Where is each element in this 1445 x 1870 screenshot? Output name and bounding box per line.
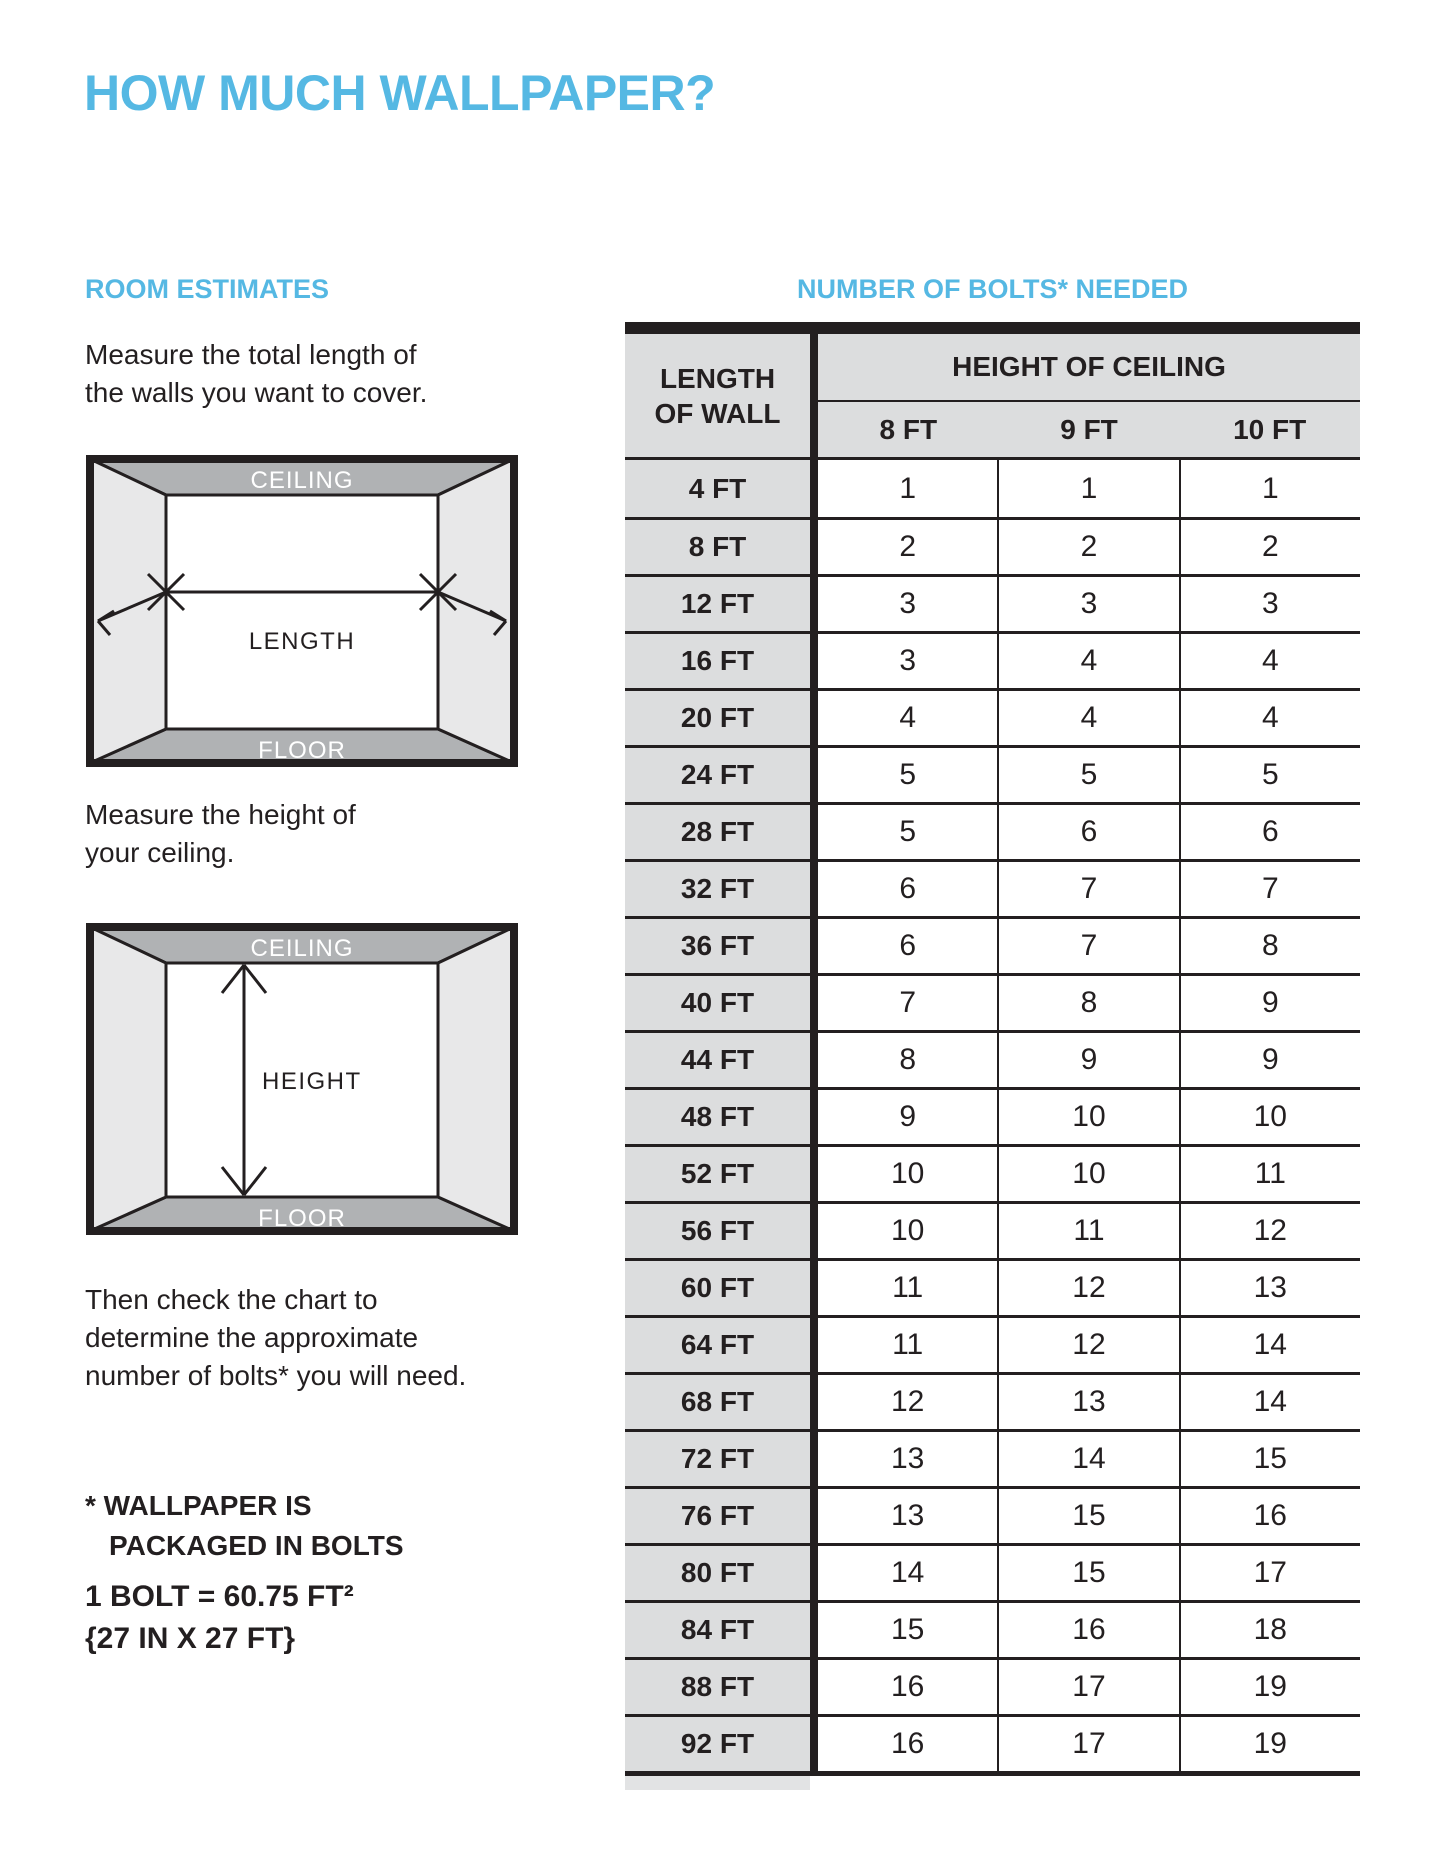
bolt-count-cell: 15 [997,1489,1178,1543]
bolt-count-cell: 9 [1179,1033,1360,1087]
bolt-count-cell: 10 [997,1090,1178,1144]
bolt-count-cell: 16 [818,1660,997,1714]
bolt-count-cell: 6 [997,805,1178,859]
table-header [625,334,1360,460]
wall-length-cell: 4 FT [625,460,810,517]
column-divider [810,634,818,688]
table-row [625,1714,1360,1771]
table-row [625,1372,1360,1429]
column-divider [810,1147,818,1201]
bolt-count-cell: 1 [997,460,1178,517]
table-row [625,745,1360,802]
floor-label: FLOOR [258,737,346,764]
table-row [625,973,1360,1030]
bolt-count-cell: 2 [1179,520,1360,574]
bolt-count-cell: 8 [818,1033,997,1087]
bolt-count-cell: 8 [997,976,1178,1030]
wall-length-cell: 8 FT [625,520,810,574]
bolt-dimensions: {27 IN X 27 FT} [85,1622,296,1655]
wall-length-cell: 44 FT [625,1033,810,1087]
wall-length-cell: 56 FT [625,1204,810,1258]
bolt-count-cell: 5 [997,748,1178,802]
bolt-count-cell: 11 [997,1204,1178,1258]
bolt-count-cell: 3 [997,577,1178,631]
back-wall [166,495,438,729]
bolt-count-cell: 19 [1179,1717,1360,1771]
right-wall [438,459,514,763]
paragraph-line: Then check the chart to [85,1284,378,1315]
check-chart-paragraph [85,1281,466,1395]
bolt-count-cell: 16 [997,1603,1178,1657]
wall-length-cell: 40 FT [625,976,810,1030]
bolt-count-cell: 14 [1179,1375,1360,1429]
bolt-count-cell: 5 [818,748,997,802]
bolt-count-cell: 5 [1179,748,1360,802]
bolt-count-cell: 16 [1179,1489,1360,1543]
table-row [625,1030,1360,1087]
wall-length-cell: 72 FT [625,1432,810,1486]
wall-length-cell: 52 FT [625,1147,810,1201]
paragraph-line: Measure the total length of [85,339,417,370]
paragraph-line: the walls you want to cover. [85,377,428,408]
bolt-count-cell: 6 [818,919,997,973]
bolt-count-cell: 11 [1179,1147,1360,1201]
wall-length-cell: 92 FT [625,1717,810,1771]
wall-length-cell: 76 FT [625,1489,810,1543]
bolts-needed-heading: NUMBER OF BOLTS* NEEDED [796,274,1188,304]
room-estimates-heading: ROOM ESTIMATES [85,274,330,304]
bolts-table [625,322,1360,1790]
column-divider [810,1660,818,1714]
bolt-count-cell: 6 [818,862,997,916]
column-divider [810,919,818,973]
bolt-count-cell: 11 [818,1261,997,1315]
bolt-count-cell: 12 [997,1261,1178,1315]
bolt-count-cell: 13 [818,1432,997,1486]
bolt-count-cell: 3 [818,634,997,688]
bolt-count-cell: 9 [997,1033,1178,1087]
bolt-count-cell: 16 [818,1717,997,1771]
bolt-count-cell: 13 [1179,1261,1360,1315]
column-divider [810,1489,818,1543]
bolt-count-cell: 1 [818,460,997,517]
measure-height-paragraph [85,796,356,872]
column-divider [810,748,818,802]
column-divider [810,1432,818,1486]
paragraph-line: determine the approximate [85,1322,419,1353]
table-row [625,1201,1360,1258]
wall-length-cell: 68 FT [625,1375,810,1429]
column-divider [810,1717,818,1771]
bolt-count-cell: 12 [997,1318,1178,1372]
bolt-count-cell: 12 [818,1375,997,1429]
bolt-count-cell: 9 [818,1090,997,1144]
bolt-count-cell: 2 [818,520,997,574]
bolt-count-cell: 3 [818,577,997,631]
column-divider [810,1033,818,1087]
table-row [625,1429,1360,1486]
wall-length-cell: 24 FT [625,748,810,802]
paragraph-line: your ceiling. [85,837,235,868]
table-row [625,517,1360,574]
bolt-count-cell: 8 [1179,919,1360,973]
bolt-count-cell: 17 [997,1660,1178,1714]
footnote-line: PACKAGED IN BOLTS [109,1530,404,1561]
bolt-count-cell: 4 [818,691,997,745]
ceiling-label: CEILING [250,935,354,962]
bolt-count-cell: 4 [997,691,1178,745]
bolt-count-cell: 7 [1179,862,1360,916]
bolt-count-cell: 3 [1179,577,1360,631]
table-row [625,1657,1360,1714]
bolt-count-cell: 10 [997,1147,1178,1201]
left-wall [90,459,166,763]
column-divider [810,691,818,745]
column-divider [810,520,818,574]
table-row [625,460,1360,517]
ceiling-heights-row [818,402,1360,457]
wall-length-cell: 64 FT [625,1318,810,1372]
table-row [625,859,1360,916]
bolt-count-cell: 10 [1179,1090,1360,1144]
wall-length-cell: 84 FT [625,1603,810,1657]
height-label: HEIGHT [262,1068,362,1095]
wall-length-cell: 28 FT [625,805,810,859]
table-row [625,1600,1360,1657]
column-divider [810,1318,818,1372]
table-row [625,1087,1360,1144]
ceiling-label: CEILING [250,467,354,494]
table-row [625,916,1360,973]
wallpaper-footnote [85,1486,404,1566]
table-row [625,1315,1360,1372]
table-row [625,1258,1360,1315]
column-divider [810,1090,818,1144]
room-length-diagram [86,455,518,767]
table-row [625,574,1360,631]
bolt-count-cell: 4 [997,634,1178,688]
header-line: OF WALL [654,397,781,429]
table-footer-tab [625,1776,810,1790]
bolt-count-cell: 4 [1179,634,1360,688]
height-of-ceiling-header: HEIGHT OF CEILING [818,334,1360,400]
table-row [625,1543,1360,1600]
ceiling-header-block [818,334,1360,457]
bolt-count-cell: 6 [1179,805,1360,859]
column-divider [810,1546,818,1600]
column-divider [810,862,818,916]
bolt-count-cell: 15 [997,1546,1178,1600]
wall-length-cell: 80 FT [625,1546,810,1600]
ceiling-height-header: 8 FT [879,413,938,445]
wall-length-cell: 16 FT [625,634,810,688]
footnote-line: * WALLPAPER IS [85,1490,312,1521]
bolt-count-cell: 10 [818,1204,997,1258]
wall-length-cell: 88 FT [625,1660,810,1714]
measure-length-paragraph [85,336,427,412]
length-label: LENGTH [248,628,356,655]
table-row [625,688,1360,745]
wall-length-cell: 20 FT [625,691,810,745]
bolt-count-cell: 9 [1179,976,1360,1030]
wall-length-cell: 12 FT [625,577,810,631]
floor-label: FLOOR [258,1205,346,1232]
bolt-count-cell: 7 [997,919,1178,973]
bolt-count-cell: 14 [1179,1318,1360,1372]
wall-length-cell: 48 FT [625,1090,810,1144]
bolt-count-cell: 12 [1179,1204,1360,1258]
table-row [625,631,1360,688]
bolt-equation: 1 BOLT = 60.75 FT² [85,1580,354,1613]
bolt-count-cell: 2 [997,520,1178,574]
column-divider [810,460,818,517]
table-top-border [625,322,1360,334]
column-divider [810,577,818,631]
table-row [625,802,1360,859]
paragraph-line: number of bolts* you will need. [85,1360,467,1391]
table-body [625,460,1360,1771]
left-wall [90,927,166,1231]
bolt-count-cell: 5 [818,805,997,859]
column-divider [810,976,818,1030]
column-divider [810,1375,818,1429]
header-line: LENGTH [659,362,776,394]
column-divider [810,334,818,457]
bolt-count-cell: 17 [997,1717,1178,1771]
bolt-count-cell: 13 [818,1489,997,1543]
bolt-count-cell: 17 [1179,1546,1360,1600]
bolt-count-cell: 1 [1179,460,1360,517]
room-height-diagram [86,923,518,1235]
wall-length-cell: 32 FT [625,862,810,916]
bolt-count-cell: 10 [818,1147,997,1201]
bolt-count-cell: 18 [1179,1603,1360,1657]
bolt-count-cell: 14 [818,1546,997,1600]
bolt-count-cell: 7 [818,976,997,1030]
wall-length-cell: 60 FT [625,1261,810,1315]
page-title: HOW MUCH WALLPAPER? [84,65,716,121]
bolt-count-cell: 15 [818,1603,997,1657]
column-divider [810,805,818,859]
bolt-count-cell: 11 [818,1318,997,1372]
paragraph-line: Measure the height of [85,799,356,830]
length-of-wall-header [625,334,810,457]
bolt-count-cell: 14 [997,1432,1178,1486]
wall-length-cell: 36 FT [625,919,810,973]
table-row [625,1486,1360,1543]
ceiling-height-header: 10 FT [1233,413,1307,445]
column-divider [810,1261,818,1315]
right-wall [438,927,514,1231]
table-row [625,1144,1360,1201]
column-divider [810,1603,818,1657]
bolt-count-cell: 15 [1179,1432,1360,1486]
bolt-count-cell: 4 [1179,691,1360,745]
bolt-count-cell: 7 [997,862,1178,916]
bolt-count-cell: 13 [997,1375,1178,1429]
bolt-count-cell: 19 [1179,1660,1360,1714]
column-divider [810,1204,818,1258]
ceiling-height-header: 9 FT [1060,413,1118,445]
